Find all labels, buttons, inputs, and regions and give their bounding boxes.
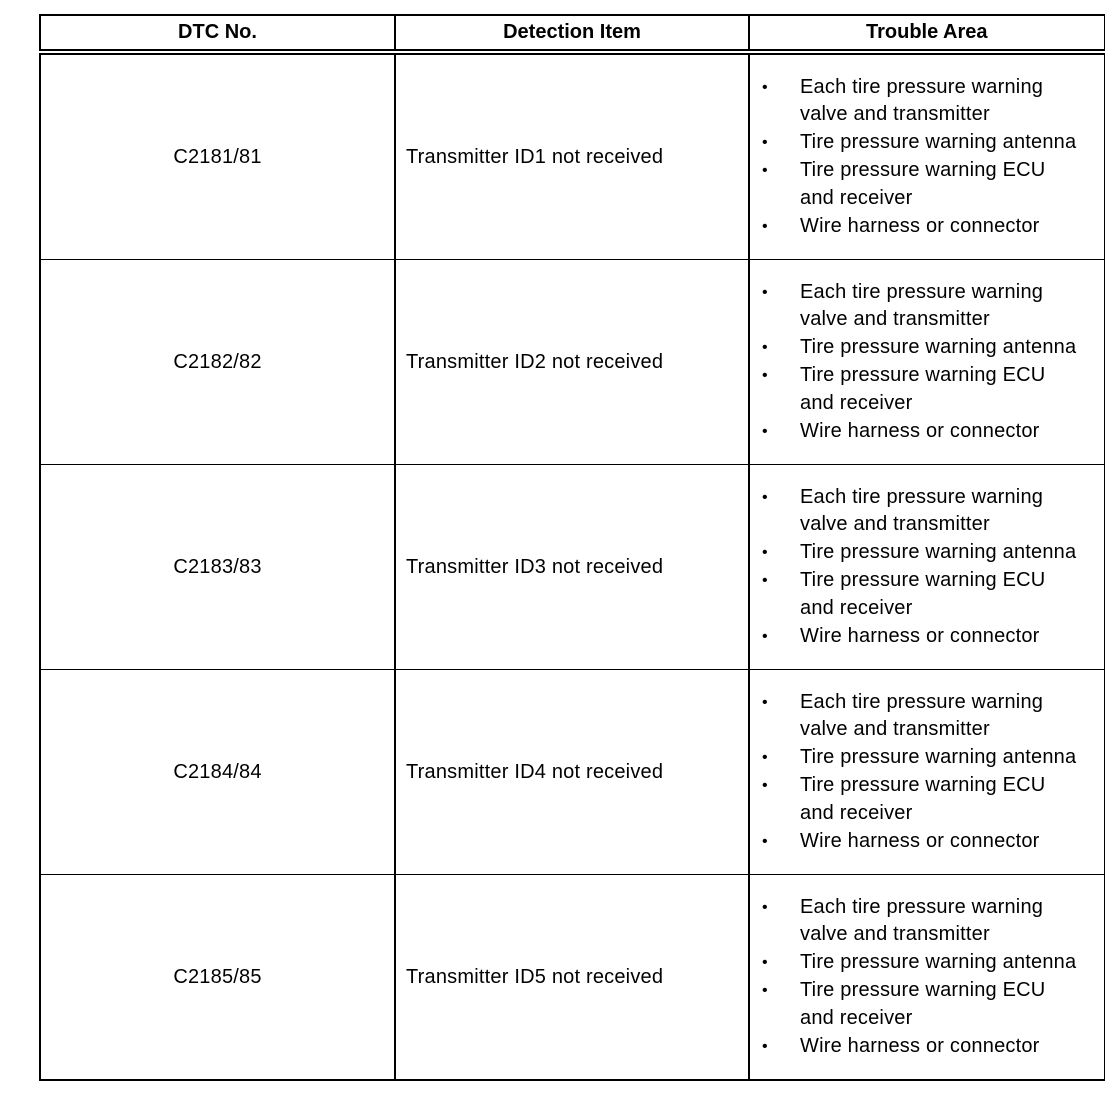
list-item: [750, 279, 1104, 335]
trouble-area-text: Tire pressure warning ECU and receiver: [800, 159, 1046, 209]
bullet-icon: •: [762, 832, 768, 850]
bullet-icon: •: [762, 572, 768, 589]
list-item: [750, 362, 1104, 418]
bullet-icon: •: [762, 217, 768, 235]
bullet-icon: •: [762, 749, 768, 767]
trouble-area-text: Tire pressure warning ECU and receiver: [800, 774, 1046, 824]
trouble-area-text: Tire pressure warning antenna: [800, 746, 1077, 769]
header-trouble-area: Trouble Area: [749, 15, 1104, 52]
list-item: [750, 894, 1104, 950]
bullet-icon: •: [762, 367, 768, 384]
header-row: [40, 15, 1104, 52]
trouble-area-text: Each tire pressure warning valve and transmitter: [800, 485, 1044, 536]
trouble-area-text: Wire harness or connector: [800, 1034, 1040, 1057]
table-row: [40, 52, 1104, 260]
bullet-icon: •: [762, 162, 768, 179]
bullet-icon: •: [762, 283, 768, 301]
trouble-area-list: [750, 689, 1104, 856]
table-row: [40, 465, 1104, 670]
list-item: [750, 623, 1104, 651]
dtc-number-cell: C2183/83: [40, 465, 395, 670]
trouble-area-text: Tire pressure warning ECU and receiver: [800, 569, 1046, 619]
dtc-number-cell: C2185/85: [40, 875, 395, 1081]
list-item: [750, 949, 1104, 977]
trouble-area-text: Each tire pressure warning valve and transmitter: [800, 280, 1044, 331]
trouble-area-text: Tire pressure warning ECU and receiver: [800, 364, 1046, 414]
list-item: [750, 334, 1104, 362]
table-body: [40, 52, 1104, 1080]
trouble-area-list: [750, 894, 1104, 1061]
trouble-area-text: Each tire pressure warning valve and transmitter: [800, 690, 1044, 741]
trouble-area-cell: [749, 670, 1104, 875]
list-item: [750, 772, 1104, 828]
detection-item-cell: Transmitter ID1 not received: [395, 52, 749, 260]
list-item: [750, 157, 1104, 213]
detection-item-cell: Transmitter ID4 not received: [395, 670, 749, 875]
bullet-icon: •: [762, 544, 768, 562]
table-row: [40, 670, 1104, 875]
bullet-icon: •: [762, 339, 768, 357]
bullet-icon: •: [762, 78, 768, 96]
trouble-area-text: Tire pressure warning antenna: [800, 336, 1077, 359]
trouble-area-text: Wire harness or connector: [800, 419, 1040, 442]
trouble-area-list: [750, 74, 1104, 241]
trouble-area-text: Tire pressure warning antenna: [800, 951, 1077, 974]
bullet-icon: •: [762, 627, 768, 645]
list-item: [750, 484, 1104, 540]
list-item: [750, 828, 1104, 856]
bullet-icon: •: [762, 693, 768, 711]
detection-item-cell: Transmitter ID3 not received: [395, 465, 749, 670]
trouble-area-cell: [749, 465, 1104, 670]
list-item: [750, 744, 1104, 772]
dtc-table: [39, 14, 1105, 1081]
list-item: [750, 539, 1104, 567]
trouble-area-text: Each tire pressure warning valve and transmitter: [800, 895, 1044, 946]
bullet-icon: •: [762, 1037, 768, 1055]
bullet-icon: •: [762, 982, 768, 999]
list-item: [750, 1033, 1104, 1061]
bullet-icon: •: [762, 134, 768, 152]
trouble-area-text: Each tire pressure warning valve and transmitter: [800, 75, 1044, 126]
bullet-icon: •: [762, 898, 768, 916]
trouble-area-cell: [749, 52, 1104, 260]
list-item: [750, 213, 1104, 241]
dtc-number-cell: C2182/82: [40, 260, 395, 465]
table-row: [40, 875, 1104, 1081]
trouble-area-cell: [749, 875, 1104, 1081]
bullet-icon: •: [762, 954, 768, 972]
table-header: [40, 15, 1104, 52]
detection-item-cell: Transmitter ID2 not received: [395, 260, 749, 465]
trouble-area-text: Tire pressure warning antenna: [800, 131, 1077, 154]
list-item: [750, 418, 1104, 446]
bullet-icon: •: [762, 777, 768, 794]
table-row: [40, 260, 1104, 465]
trouble-area-list: [750, 484, 1104, 651]
list-item: [750, 129, 1104, 157]
list-item: [750, 689, 1104, 745]
trouble-area-text: Tire pressure warning ECU and receiver: [800, 979, 1046, 1029]
list-item: [750, 567, 1104, 623]
trouble-area-cell: [749, 260, 1104, 465]
trouble-area-text: Wire harness or connector: [800, 214, 1040, 237]
trouble-area-text: Wire harness or connector: [800, 829, 1040, 852]
list-item: [750, 977, 1104, 1033]
bullet-icon: •: [762, 488, 768, 506]
trouble-area-list: [750, 279, 1104, 446]
detection-item-cell: Transmitter ID5 not received: [395, 875, 749, 1081]
dtc-number-cell: C2181/81: [40, 52, 395, 260]
list-item: [750, 74, 1104, 130]
bullet-icon: •: [762, 422, 768, 440]
dtc-number-cell: C2184/84: [40, 670, 395, 875]
header-dtc-no: DTC No.: [40, 15, 395, 52]
trouble-area-text: Tire pressure warning antenna: [800, 541, 1077, 564]
trouble-area-text: Wire harness or connector: [800, 624, 1040, 647]
header-detection-item: Detection Item: [395, 15, 749, 52]
